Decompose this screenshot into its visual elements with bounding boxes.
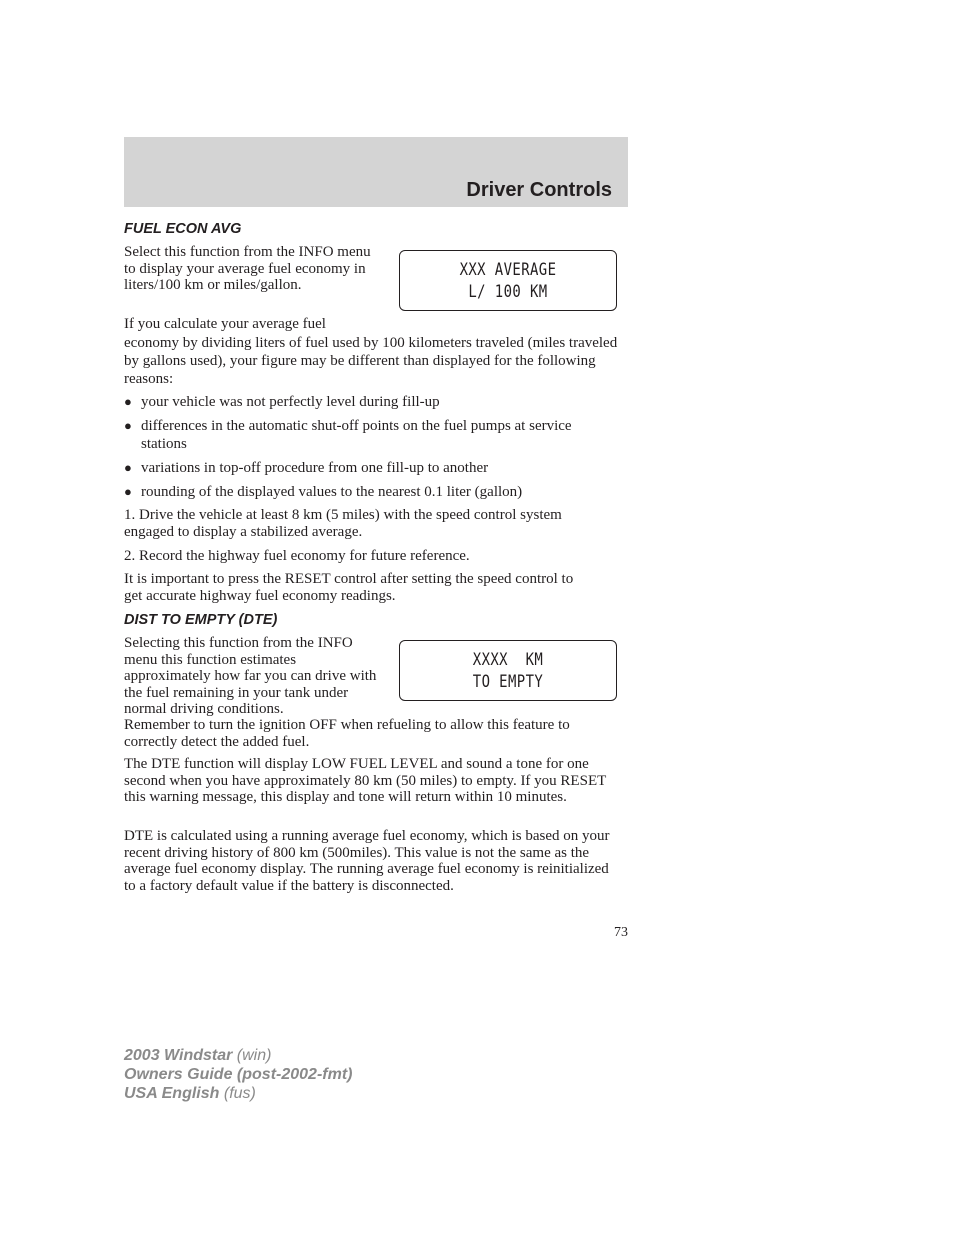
dte-para-3: DTE is calculated using a running average fuel economy, which is based on your recent driving history of 800 km (500miles). This value is not the same as the average fuel economy display. The running average fuel economy is reinitialized to a factory default value if the battery is disconnected. [124,828,610,894]
list-item: ● variations in top-off procedure from one fill-up to another [124,460,489,476]
footer-line-1: 2003 Windstar (win) [124,1047,272,1064]
display-line-2: TO EMPTY [472,672,544,692]
fuel-econ-calc-text: economy by dividing liters of fuel used by 100 kilometers traveled (miles traveled by gallons used), your figure may be different than displayed for the following reasons: [124,335,618,387]
step-1: 1. Drive the vehicle at least 8 km (5 miles) with the speed control system engaged to display a stabilized average. [124,507,562,540]
bullet-icon: ● [124,394,132,409]
display-line-2: L/ 100 KM [468,282,548,302]
display-line-1: XXXX KM [472,650,544,670]
display-line-1: XXX AVERAGE [459,260,557,280]
step-2: 2. Record the highway fuel economy for future reference. [124,548,470,564]
dte-para-2: The DTE function will display LOW FUEL LEVEL and sound a tone for one second when you have approximately 80 km (50 miles) to empty. If you RESET this warning message, this display and tone will return within 10 minutes. [124,756,606,805]
bullet-icon: ● [124,484,132,499]
bullet-icon: ● [124,418,132,433]
dte-intro: Selecting this function from the INFO menu this function estimates approximately how far you can drive with the fuel remaining in your tank under normal driving conditions. [124,635,377,717]
page-number: 73 [614,925,628,940]
footer [124,1046,352,1103]
section-title: Driver Controls [466,179,612,201]
list-item: ● rounding of the displayed values to the nearest 0.1 liter (gallon) [124,484,523,500]
footer-line-2: Owners Guide (post-2002-fmt) [124,1066,353,1083]
dte-heading: DIST TO EMPTY (DTE) [124,612,278,628]
fuel-econ-display [399,250,617,311]
fuel-econ-heading: FUEL ECON AVG [124,221,242,237]
dte-para-1: Remember to turn the ignition OFF when refueling to allow this feature to correctly detect the added fuel. [124,717,570,750]
list-item: ● differences in the automatic shut-off points on the fuel pumps at service stations [124,418,572,452]
dte-display [399,640,617,701]
list-item: ● your vehicle was not perfectly level during fill-up [124,394,440,410]
reset-note: It is important to press the RESET control after setting the speed control to get accurate highway fuel economy readings. [124,571,574,604]
fuel-econ-calc-lead: If you calculate your average fuel [124,316,326,332]
fuel-econ-intro: Select this function from the INFO menu to display your average fuel economy in liters/100 km or miles/gallon. [124,244,371,293]
section-header-band [124,137,628,207]
footer-line-3: USA English (fus) [124,1085,256,1102]
bullet-icon: ● [124,460,132,475]
